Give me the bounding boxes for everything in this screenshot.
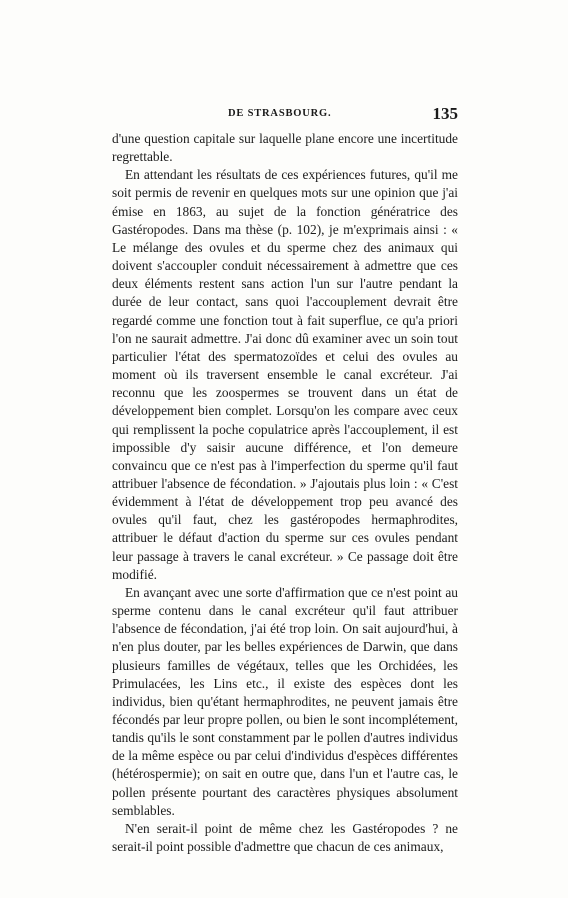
paragraph: En avançant avec une sorte d'affirmation que ce n'est point au sperme contenu dans le canal excréteur qu'il faut attribuer l'absence de fécondation, j'ai été trop loin. On sait aujourd'hui, à n'en plus douter, par les belles expériences de Darwin, que dans plusieurs familles de végétaux, telles que les Orchidées, les Primulacées, les Lins etc., il existe des espèces dont les individus, bien qu'étant hermaphrodites, ne peuvent jamais être fécondés par leur propre pollen, ou bien le sont incomplétement, tandis qu'ils le sont constamment par le pollen d'autres individus de la même espèce ou par celui d'individus d'espèces différentes (hétérospermie); on sait en outre que, dans l'un et l'autre cas, le pollen présente pourtant des caractères physiques absolument semblables. (112, 584, 458, 818)
page-number: 135 (432, 104, 458, 123)
paragraph: En attendant les résultats de ces expériences futures, qu'il me soit permis de revenir en quelques mots sur une opinion que j'ai émise en 1863, au sujet de la fonction génératrice des Gastéropodes. Dans ma thèse (p. 102), je m'exprimais ainsi : « Le mélange des ovules et du sperme chez des animaux qui doivent s'accoupler conduit nécessairement à admettre que ces deux éléments restent sans action l'un sur l'autre pendant la durée de leur contact, sans quoi l'accouplement devrait être regardé comme une fonction tout à fait superflue, ce qu'a priori l'on ne saurait admettre. J'ai donc dû examiner avec un soin tout particulier l'état des spermatozoïdes et celui des ovules au moment où ils traversent ensemble le canal excréteur. J'ai reconnu que les zoospermes se trouvent dans un état de développement bien complet. Lorsqu'on les compare avec ceux qui remplissent la poche copulatrice après l'accouplement, il est impossible d'y saisir aucune différence, et l'on demeure convaincu que ce n'est pas à l'imperfection du sperme qu'il faut attribuer l'absence de fécondation. » J'ajoutais plus loin : « C'est évidemment à l'état de développement trop peu avancé des ovules qu'il faut, chez les gastéropodes hermaphrodites, attribuer le défaut d'action du sperme sur ces ovules pendant leur passage à travers le canal excréteur. » Ce passage doit être modifié. (112, 167, 458, 582)
page-header (112, 104, 458, 126)
paragraph: N'en serait-il point de même chez les Gastéropodes ? ne serait-il point possible d'admettre que chacun de ces animaux, (112, 820, 458, 855)
body-text (112, 130, 458, 856)
running-title: DE STRASBOURG. (228, 108, 332, 119)
paragraph-continuation: d'une question capitale sur laquelle plane encore une incertitude regrettable. (112, 131, 458, 165)
